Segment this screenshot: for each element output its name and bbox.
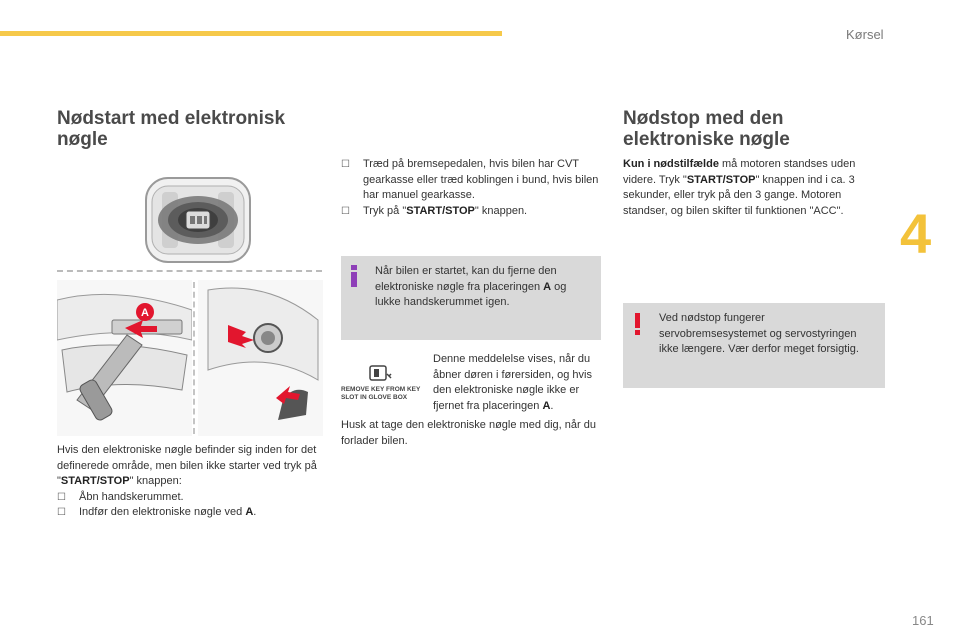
warning-text: Ved nødstop fungerer servobremsesystemet og servostyringen ikke længere. Vær derfor meget forsigtig. xyxy=(659,312,859,355)
remember-note: Husk at tage den elektroniske nøgle med dig, når du forlader bilen. xyxy=(341,419,596,447)
left-bullet-2: ☐ Indfør den elektroniske nøgle ved A. xyxy=(57,505,323,521)
warning-box xyxy=(623,303,885,388)
info-icon xyxy=(351,265,357,287)
checkbox-bullet-icon: ☐ xyxy=(57,491,66,503)
glove-box-illustration xyxy=(57,280,192,436)
separator-dashed xyxy=(57,270,322,272)
info-text: Når bilen er startet, kan du fjerne den elektroniske nøgle fra placeringen A og lukke handskerummet igen. xyxy=(375,265,567,308)
key-in-glovebox-icon xyxy=(369,364,393,384)
left-title: Nødstart med elektronisk nøgle xyxy=(57,108,286,150)
car-top-view-illustration xyxy=(138,174,258,266)
page-number: 161 xyxy=(912,613,934,628)
checkbox-bullet-icon: ☐ xyxy=(341,159,350,170)
start-button-illustration xyxy=(198,280,323,436)
right-paragraph: Kun i nødstilfælde må motoren standses uden videre. Tryk "START/STOP" knappen ind i ca. 3 sekunder, eller tryk på den 3 gange. Motoren standser, og bilen skifter til funktionen "ACC". xyxy=(623,158,856,217)
middle-bullet-1: ☐ Træd på bremsepedalen, hvis bilen har CVT gearkasse eller træd koblingen i bund, hvis bilen har manuel gearkasse. xyxy=(341,158,599,201)
svg-text:A: A xyxy=(141,307,149,319)
checkbox-bullet-icon: ☐ xyxy=(57,507,66,518)
left-body xyxy=(57,443,323,521)
exclamation-icon xyxy=(635,313,640,335)
left-intro: Hvis den elektroniske nøgle befinder sig inden for det definerede område, men bilen ikke starter ved tryk på "START/STOP" knappen: xyxy=(57,444,317,487)
checkbox-bullet-icon: ☐ xyxy=(341,205,350,217)
display-message-illustration xyxy=(341,364,421,408)
display-message-caption: Denne meddelelse vises, når du åbner døren i førersiden, og hvis den elektroniske nøgle ikke er fjernet fra placeringen A. xyxy=(433,353,592,412)
middle-bullet-2: ☐ Tryk på "START/STOP" knappen. xyxy=(341,204,603,220)
chapter-number: 4 xyxy=(900,202,932,265)
right-title: Nødstop med den elektroniske nøgle xyxy=(623,108,790,150)
info-box xyxy=(341,256,601,340)
section-title: Kørsel xyxy=(846,27,884,42)
left-bullet-1: ☐ Åbn handskerummet. xyxy=(57,490,323,506)
display-text: REMOVE KEY FROM KEY SLOT IN GLOVE BOX xyxy=(341,386,421,401)
illustration-divider xyxy=(193,282,195,434)
middle-bullets xyxy=(341,157,603,219)
top-accent-bar xyxy=(0,31,502,36)
